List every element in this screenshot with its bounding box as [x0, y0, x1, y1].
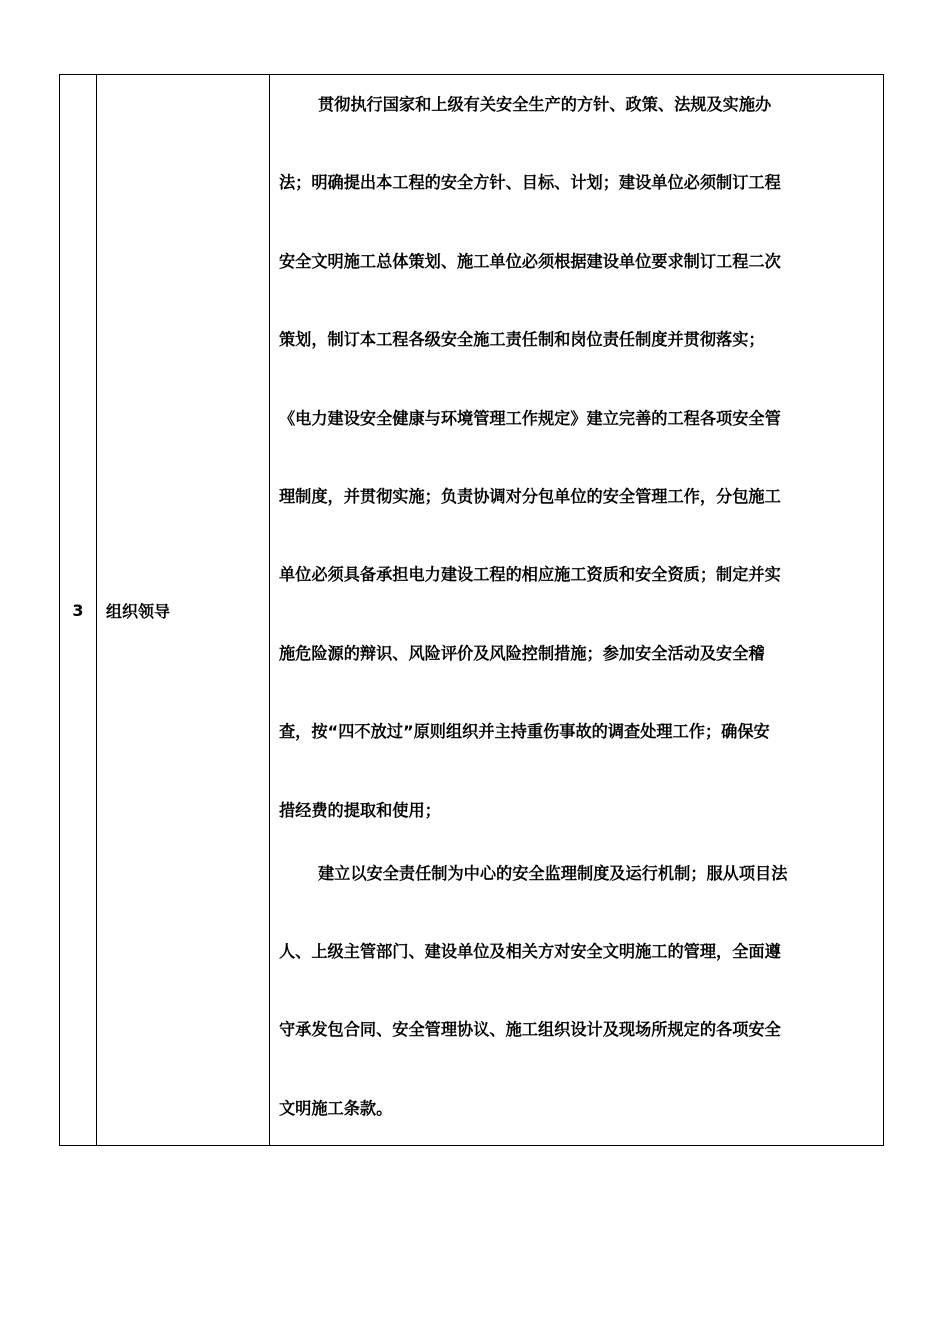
content-line: 守承发包合同、安全管理协议、施工组织设计及现场所规定的各项安全 [279, 1020, 781, 1040]
content-cell [270, 75, 883, 1145]
content-line: 建立以安全责任制为中心的安全监理制度及运行机制；服从项目法 [318, 863, 788, 883]
content-line: 安全文明施工总体策划、施工单位必须根据建设单位要求制订工程二次 [279, 251, 781, 271]
content-line: 单位必须具备承担电力建设工程的相应施工资质和安全资质；制定并实 [279, 565, 781, 585]
content-line: 策划，制订本工程各级安全施工责任制和岗位责任制度并贯彻落实； [279, 330, 765, 350]
content-line: 理制度，并贯彻实施；负责协调对分包单位的安全管理工作，分包施工 [279, 486, 781, 506]
content-line: 贯彻执行国家和上级有关安全生产的方针、政策、法规及实施办 [318, 95, 772, 114]
content-line: 法；明确提出本工程的安全方针、目标、计划；建设单位必须制订工程 [279, 173, 781, 193]
row-number: 3 [72, 600, 84, 620]
content-line: 《电力建设安全健康与环境管理工作规定》建立完善的工程各项安全管 [279, 408, 781, 428]
content-line: 施危险源的辩识、风险评价及风险控制措施；参加安全活动及安全稽 [279, 643, 765, 663]
row-number-cell [60, 75, 97, 1145]
item-name-cell [97, 75, 270, 1145]
item-name: 组织领导 [106, 601, 171, 621]
content-line: 查，按“四不放过”原则组织并主持重伤事故的调查处理工作；确保安 [279, 722, 770, 742]
content-line: 人、上级主管部门、建设单位及相关方对安全文明施工的管理，全面遵 [279, 941, 781, 961]
content-line: 措经费的提取和使用； [279, 800, 441, 820]
content-line: 文明施工条款。 [279, 1098, 393, 1118]
responsibility-table [59, 74, 884, 1146]
